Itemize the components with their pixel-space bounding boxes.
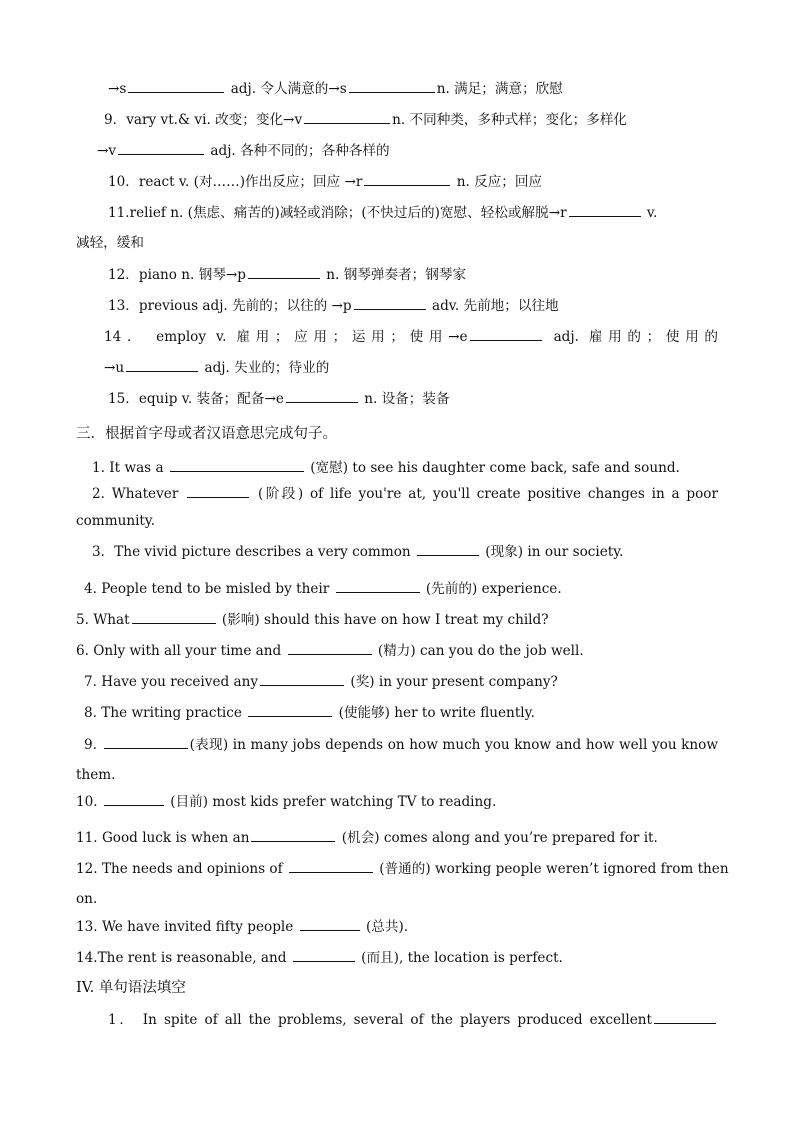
sentence-text: 2. Whatever — [92, 486, 186, 502]
sentence-text: 14.The rent is reasonable, and — [76, 950, 291, 966]
sentence-10 — [76, 792, 718, 811]
answer-blank[interactable] — [336, 579, 420, 593]
answer-blank[interactable] — [132, 610, 216, 624]
vocab-line-unemployed — [104, 358, 718, 377]
answer-blank[interactable] — [104, 792, 164, 806]
answer-blank[interactable] — [128, 79, 224, 93]
sentence-text: 1． In spite of all the problems, several of the players produced excellent — [108, 1012, 652, 1028]
answer-blank[interactable] — [417, 542, 479, 556]
vocab-line-vary — [104, 110, 718, 129]
sentence-text: 7. Have you received any — [84, 674, 259, 690]
sentence-text: 3．The vivid picture describes a very common — [92, 544, 415, 560]
sentence-text: 4. People tend to be misled by their — [84, 581, 334, 597]
sentence-1 — [92, 458, 718, 477]
sentence-13 — [76, 917, 718, 936]
vocab-text: n. 反应；回应 — [452, 174, 543, 190]
vocab-text: n. 设备；装备 — [359, 391, 450, 407]
answer-blank[interactable] — [569, 203, 641, 217]
vocab-text: adj. 雇用的；使用的 — [543, 329, 718, 345]
vocab-line-react — [108, 172, 718, 191]
sentence-text: (目前) most kids prefer watching TV to reading. — [165, 794, 497, 810]
answer-blank[interactable] — [260, 672, 344, 686]
sentence-4 — [84, 579, 718, 598]
sentence-9 — [84, 735, 718, 754]
vocab-line-relief — [108, 203, 718, 222]
answer-blank[interactable] — [170, 458, 304, 472]
sentence-2-cont: community. — [76, 513, 156, 529]
vocab-text: 11.relief n. (焦虑、痛苦的)减轻或消除；(不快过后的)宽慰、轻松或解脱→r — [108, 205, 567, 221]
vocab-text: v. — [642, 205, 658, 221]
sentence-text: (精力) can you do the job well. — [373, 643, 584, 659]
sentence-12 — [76, 859, 729, 878]
sentence-text: (先前的) experience. — [421, 581, 562, 597]
vocab-line-relieve — [76, 234, 718, 252]
vocab-text: →s — [108, 81, 127, 97]
answer-blank[interactable] — [293, 948, 355, 962]
answer-blank[interactable] — [104, 735, 188, 749]
vocab-line-previous — [108, 296, 718, 315]
section4-heading: IV. 单句语法填空 — [76, 980, 186, 996]
sentence-text: (表现) in many jobs depends on how much you know and how well you know — [189, 737, 718, 753]
vocab-line-piano — [108, 265, 718, 284]
sentence-12-cont: on. — [76, 891, 98, 907]
sentence-text: (而且), the location is perfect. — [356, 950, 563, 966]
answer-blank[interactable] — [304, 110, 390, 124]
answer-blank[interactable] — [251, 828, 335, 842]
vocab-text: 9．vary vt.& vi. 改变；变化→v — [104, 112, 303, 128]
sentence-11 — [76, 828, 718, 847]
vocab-text: 10．react v. (对……)作出反应；回应 →r — [108, 174, 363, 190]
sentence-3 — [92, 542, 718, 561]
vocab-text: →u — [104, 360, 125, 376]
answer-blank[interactable] — [126, 358, 198, 372]
sentence-text: 11. Good luck is when an — [76, 830, 250, 846]
sentence-2 — [92, 484, 718, 503]
sentence-text: 10. — [76, 794, 102, 810]
sentence-text: 8. The writing practice — [84, 705, 247, 721]
sentence-text: 12. The needs and opinions of — [76, 861, 287, 877]
answer-blank[interactable] — [248, 265, 320, 279]
answer-blank[interactable] — [288, 641, 372, 655]
sentence-7 — [84, 672, 718, 691]
sentence-14 — [76, 948, 718, 967]
vocab-text: n. 钢琴弹奏者；钢琴家 — [321, 267, 467, 283]
section3-heading: 三．根据首字母或者汉语意思完成句子。 — [76, 426, 337, 442]
sentence-text: (宽慰) to see his daughter come back, safe and sound. — [305, 460, 680, 476]
vocab-text: 13．previous adj. 先前的；以往的 →p — [108, 298, 352, 314]
sentence-text: 13. We have invited fifty people — [76, 919, 298, 935]
sentence-text: (奖) in your present company? — [346, 674, 558, 690]
answer-blank[interactable] — [364, 172, 450, 186]
answer-blank[interactable] — [654, 1010, 716, 1024]
sentence-text: (使能够) her to write fluently. — [334, 705, 535, 721]
answer-blank[interactable] — [248, 703, 332, 717]
answer-blank[interactable] — [289, 859, 373, 873]
sentence-6 — [76, 641, 718, 660]
answer-blank[interactable] — [349, 79, 435, 93]
answer-blank[interactable] — [470, 327, 542, 341]
sentence-text: (普通的) working people weren’t ignored from then — [374, 861, 729, 877]
vocab-text: adj. 各种不同的；各种各样的 — [206, 143, 390, 159]
vocab-text: 12．piano n. 钢琴→p — [108, 267, 246, 283]
vocab-text: adv. 先前地；以往地 — [427, 298, 559, 314]
sentence-9-cont: them. — [76, 767, 116, 783]
vocab-text: 15．equip v. 装备；配备→e — [108, 391, 284, 407]
answer-blank[interactable] — [300, 917, 360, 931]
answer-blank[interactable] — [118, 141, 204, 155]
vocab-text: adj. 令人满意的→s — [226, 81, 347, 97]
vocab-line-equip — [108, 389, 718, 408]
vocab-line-satisfy — [108, 79, 718, 98]
vocab-line-employ — [104, 327, 718, 346]
sentence-text: (影响) should this have on how I treat my child? — [217, 612, 549, 628]
vocab-text: adj. 失业的；待业的 — [200, 360, 330, 376]
sentence-5 — [76, 610, 718, 629]
sentence-text: (总共). — [361, 919, 409, 935]
vocab-text: 14． employ v. 雇用；应用；运用；使用→e — [104, 329, 468, 345]
vocab-text: →v — [97, 143, 117, 159]
sentence-text: 1. It was a — [92, 460, 168, 476]
sentence-text: (阶段) of life you're at, you'll create positive changes in a poor — [251, 486, 718, 502]
answer-blank[interactable] — [354, 296, 426, 310]
sentence-text: (现象) in our society. — [480, 544, 624, 560]
sentence-text: 5. What — [76, 612, 130, 628]
sentence-text: (机会) comes along and you’re prepared for it. — [337, 830, 658, 846]
vocab-text: 减轻，缓和 — [76, 235, 144, 251]
sentence-text: 6. Only with all your time and — [76, 643, 286, 659]
answer-blank[interactable] — [286, 389, 358, 403]
sentence-text: 9. — [84, 737, 102, 753]
sentence-8 — [84, 703, 718, 722]
vocab-text: n. 满足；满意；欣慰 — [436, 81, 563, 97]
answer-blank[interactable] — [187, 484, 249, 498]
vocab-line-various — [97, 141, 718, 160]
vocab-text: n. 不同种类，多种式样；变化；多样化 — [392, 112, 628, 128]
grammar-sentence-1 — [108, 1010, 718, 1029]
